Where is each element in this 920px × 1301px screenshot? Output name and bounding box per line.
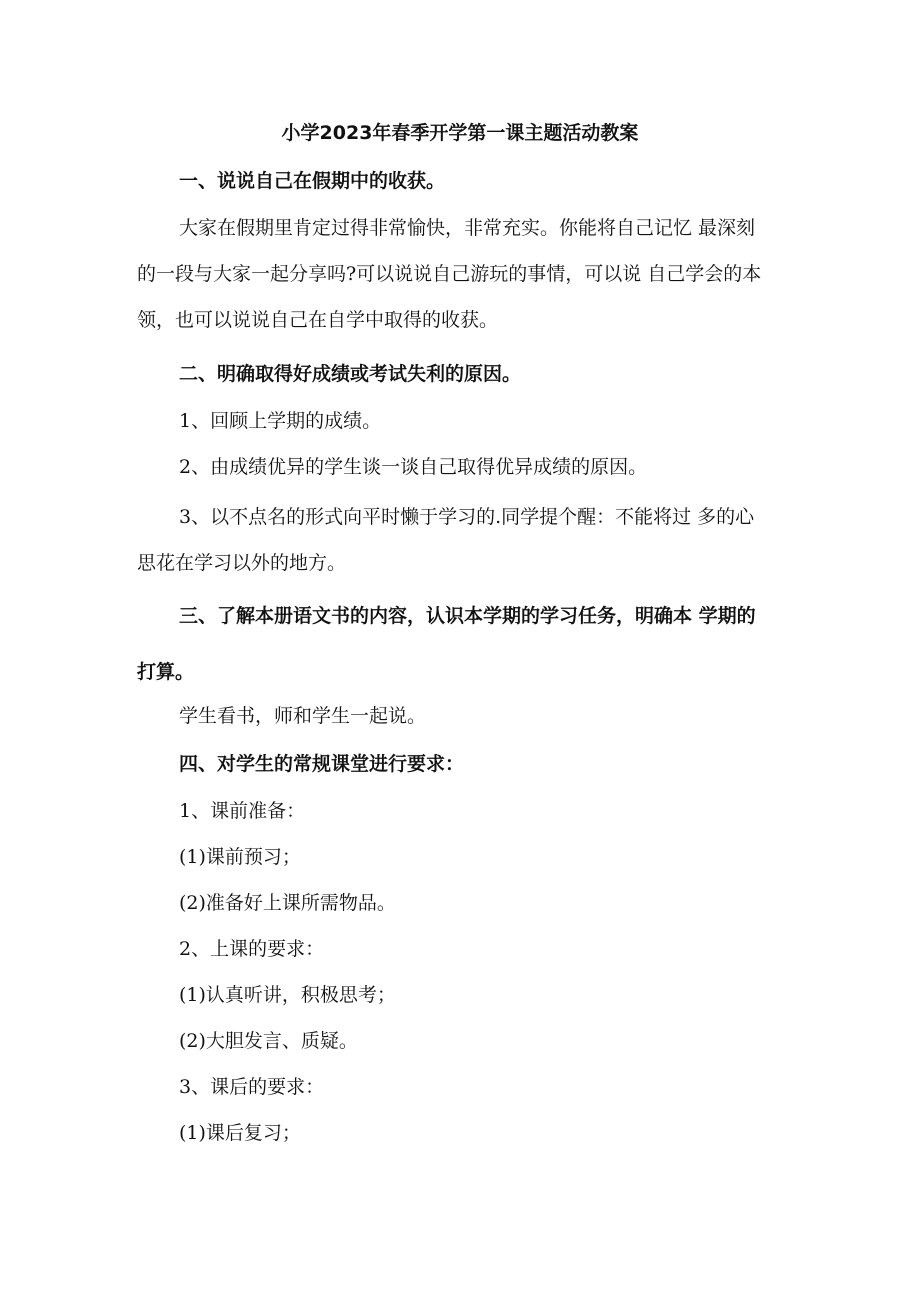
section-3-paragraph: 学生看书，师和学生一起说。 [179, 705, 427, 727]
section-4-heading: 四、对学生的常规课堂进行要求： [179, 753, 465, 775]
section-2-heading: 二、明确取得好成绩或考试失利的原因。 [179, 363, 522, 385]
section-1-paragraph [137, 205, 793, 343]
heading-line: 三、了解本册语文书的内容，认识本学期的学习任务，明确本 学期的 [179, 605, 756, 627]
section-4-line: 1、课前准备： [179, 800, 306, 822]
heading-line: 打算。 [137, 661, 195, 683]
paragraph-line: 领，也可以说说自己在自学中取得的收获。 [137, 309, 499, 331]
paragraph-line: 思花在学习以外的地方。 [137, 552, 347, 574]
section-2-item-3 [137, 494, 793, 586]
section-3-heading [137, 588, 793, 700]
section-4-line: 2、上课的要求： [179, 938, 325, 960]
section-4-line: (1)课后复习； [179, 1122, 301, 1144]
section-2-item: 1、回顾上学期的成绩。 [179, 410, 382, 432]
paragraph-line: 的一段与大家一起分享吗?可以说说自己游玩的事情，可以说 自己学会的本 [137, 263, 762, 285]
section-4-line: (2)大胆发言、质疑。 [179, 1030, 358, 1052]
paragraph-line: 大家在假期里肯定过得非常愉快，非常充实。你能将自己记忆 最深刻 [179, 217, 756, 239]
paragraph-line: 3、以不点名的形式向平时懒于学习的.同学提个醒：不能将过 多的心 [179, 506, 755, 528]
section-4-line: (1)课前预习； [179, 846, 301, 868]
section-4-line: (1)认真听讲，积极思考； [179, 984, 396, 1006]
section-4-line: 3、课后的要求： [179, 1076, 325, 1098]
section-1-heading: 一、说说自己在假期中的收获。 [179, 170, 446, 192]
document-title: 小学2023年春季开学第一课主题活动教案 [281, 122, 639, 144]
section-2-item: 2、由成绩优异的学生谈一谈自己取得优异成绩的原因。 [179, 456, 648, 478]
section-4-line: (2)准备好上课所需物品。 [179, 892, 396, 914]
